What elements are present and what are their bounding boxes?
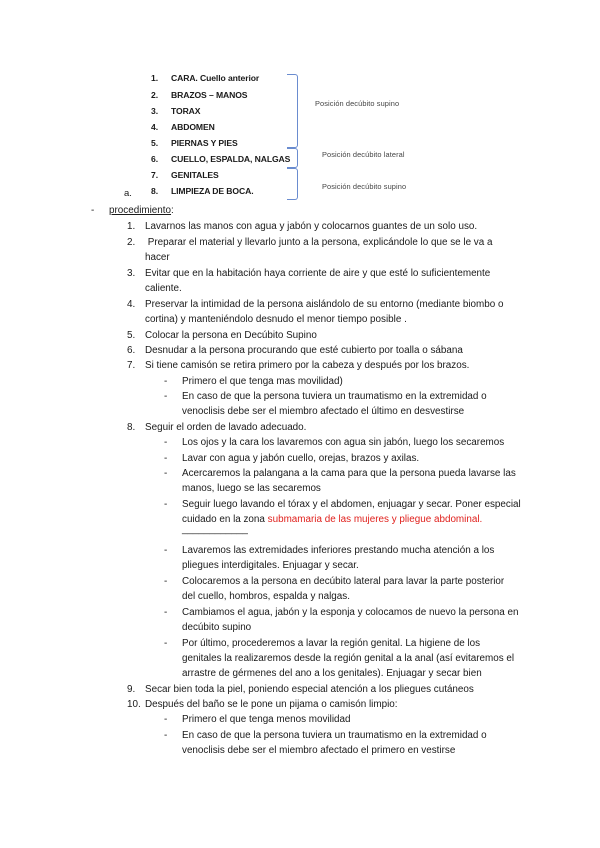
list-item-cara: CARA. Cuello anterior	[171, 73, 260, 83]
underline-mark: ____________	[182, 524, 248, 535]
step-8-sub-7: Cambiamos el agua, jabón y la esponja y colocamos de nuevo la persona en	[182, 607, 519, 618]
sub-bullet: -	[164, 437, 168, 448]
section-heading	[109, 203, 174, 218]
step-8-sub-4: Seguir luego lavando el tórax y el abdomen, enjuagar y secar. Poner especial	[182, 499, 521, 510]
step-number: 6.	[127, 345, 136, 356]
step-10-sub-2: En caso de que la persona tuviera un traumatismo en la extremidad o	[182, 730, 487, 741]
sub-bullet: -	[164, 468, 168, 479]
list-item-piernas: PIERNAS Y PIES	[171, 138, 238, 148]
step-8-sub-8-cont-2: arrastre de gérmenes del ano a los genitales). Enjuagar y secar bien	[182, 668, 482, 679]
step-7-text: Si tiene camisón se retira primero por la cabeza y después por los brazos.	[145, 360, 470, 371]
step-8-sub-5-cont: pliegues interdigitales. Enjuagar y secar.	[182, 560, 359, 571]
step-3-text-cont: caliente.	[145, 283, 182, 294]
step-number: 3.	[127, 268, 136, 279]
sub-bullet: -	[164, 714, 168, 725]
step-number: 1.	[127, 221, 136, 232]
step-number: 5.	[127, 330, 136, 341]
step-2-text-cont: hacer	[145, 252, 170, 263]
list-item-genitales: GENITALES	[171, 170, 219, 180]
list-item-brazos: BRAZOS – MANOS	[171, 90, 248, 100]
step-2-text: Preparar el material y llevarlo junto a la persona, explicándole lo que se le va a	[145, 237, 493, 248]
list-number: 5.	[151, 138, 159, 148]
step-number: 7.	[127, 360, 136, 371]
step-10-sub-2-cont: venoclisis debe ser el miembro afectado el primero en vestirse	[182, 745, 456, 756]
step-7-sub-2-cont: venoclisis debe ser el miembro afectado el último en desvestirse	[182, 406, 465, 417]
sub-bullet: -	[164, 376, 168, 387]
sub-bullet: -	[164, 730, 168, 741]
step-5-text: Colocar la persona en Decúbito Supino	[145, 330, 317, 341]
step-9-text: Secar bien toda la piel, poniendo especial atención a los pliegues cutáneos	[145, 684, 474, 695]
step-8-sub-8-cont: genitales la realizaremos desde la región genital a la anal (así evitaremos el	[182, 653, 515, 664]
step-number: 2.	[127, 237, 136, 248]
list-item-torax: TORAX	[171, 106, 201, 116]
brace-supino	[287, 74, 298, 148]
step-8-sub-3: Acercaremos la palangana a la cama para que la persona pueda lavarse las	[182, 468, 516, 479]
step-7-sub-1: Primero el que tenga mas movilidad)	[182, 376, 343, 387]
sub-bullet: -	[164, 576, 168, 587]
side-label-supino: Posición decúbito supino	[315, 99, 400, 108]
step-6-text: Desnudar a la persona procurando que esté cubierto por toalla o sábana	[145, 345, 463, 356]
sub-bullet: -	[164, 545, 168, 556]
step-8-sub-1: Los ojos y la cara los lavaremos con agua sin jabón, luego los secaremos	[182, 437, 505, 448]
sub-bullet: -	[164, 453, 168, 464]
step-8-sub-7-cont: decúbito supino	[182, 622, 252, 633]
list-marker: a.	[124, 188, 132, 199]
sub-bullet: -	[164, 499, 168, 510]
list-item-limpieza: LIMPIEZA DE BOCA.	[171, 186, 254, 196]
step-number: 4.	[127, 299, 136, 310]
step-3-text: Evitar que en la habitación haya corriente de aire y que esté lo suficientemente	[145, 268, 491, 279]
sub-bullet: -	[164, 607, 168, 618]
list-number: 7.	[151, 170, 159, 180]
step-8-sub-2: Lavar con agua y jabón cuello, orejas, brazos y axilas.	[182, 453, 420, 464]
brace-supino-2	[287, 168, 298, 200]
step-7-sub-2: En caso de que la persona tuviera un traumatismo en la extremidad o	[182, 391, 487, 402]
step-10-sub-1: Primero el que tenga menos movilidad	[182, 714, 351, 725]
side-label-supino-2: Posición decúbito supino	[322, 182, 407, 191]
step-1-text: Lavarnos las manos con agua y jabón y colocarnos guantes de un solo uso.	[145, 221, 478, 232]
side-label-lateral: Posición decúbito lateral	[322, 150, 405, 159]
step-8-sub-8: Por último, procederemos a lavar la región genital. La higiene de los	[182, 638, 481, 649]
list-number: 4.	[151, 122, 159, 132]
list-item-abdomen: ABDOMEN	[171, 122, 215, 132]
sub-bullet: -	[164, 391, 168, 402]
step-8-sub-6-cont: del cuello, hombros, espalda y nalgas.	[182, 591, 350, 602]
step-8-sub-5: Lavaremos las extremidades inferiores prestando mucha atención a los	[182, 545, 495, 556]
step-4-text-cont: cortina) y manteniéndolo desnudo el menor tiempo posible .	[145, 314, 407, 325]
step-8-sub-4-cont-a: cuidado en la zona	[182, 514, 268, 525]
step-8-text: Seguir el orden de lavado adecuado.	[145, 422, 307, 433]
step-number: 8.	[127, 422, 136, 433]
step-8-sub-6: Colocaremos a la persona en decúbito lateral para lavar la parte posterior	[182, 576, 505, 587]
step-number: 10.	[127, 699, 141, 710]
step-4-text: Preservar la intimidad de la persona aislándolo de su entorno (mediante biombo o	[145, 299, 504, 310]
section-bullet: -	[91, 205, 95, 216]
list-number: 3.	[151, 106, 159, 116]
sub-bullet: -	[164, 638, 168, 649]
step-8-sub-3-cont: manos, luego se las secaremos	[182, 483, 321, 494]
section-title: procedimiento	[109, 205, 172, 216]
step-number: 9.	[127, 684, 136, 695]
step-10-text: Después del baño se le pone un pijama o camisón limpio:	[145, 699, 398, 710]
section-colon: :	[171, 205, 174, 216]
list-number: 8.	[151, 186, 159, 196]
list-number: 1.	[151, 73, 159, 83]
list-item-cuello: CUELLO, ESPALDA, NALGAS	[171, 154, 291, 164]
brace-lateral	[287, 148, 298, 168]
list-number: 6.	[151, 154, 159, 164]
list-number: 2.	[151, 90, 159, 100]
highlight-text: submamaria de las mujeres y pliegue abdominal.	[267, 514, 483, 525]
